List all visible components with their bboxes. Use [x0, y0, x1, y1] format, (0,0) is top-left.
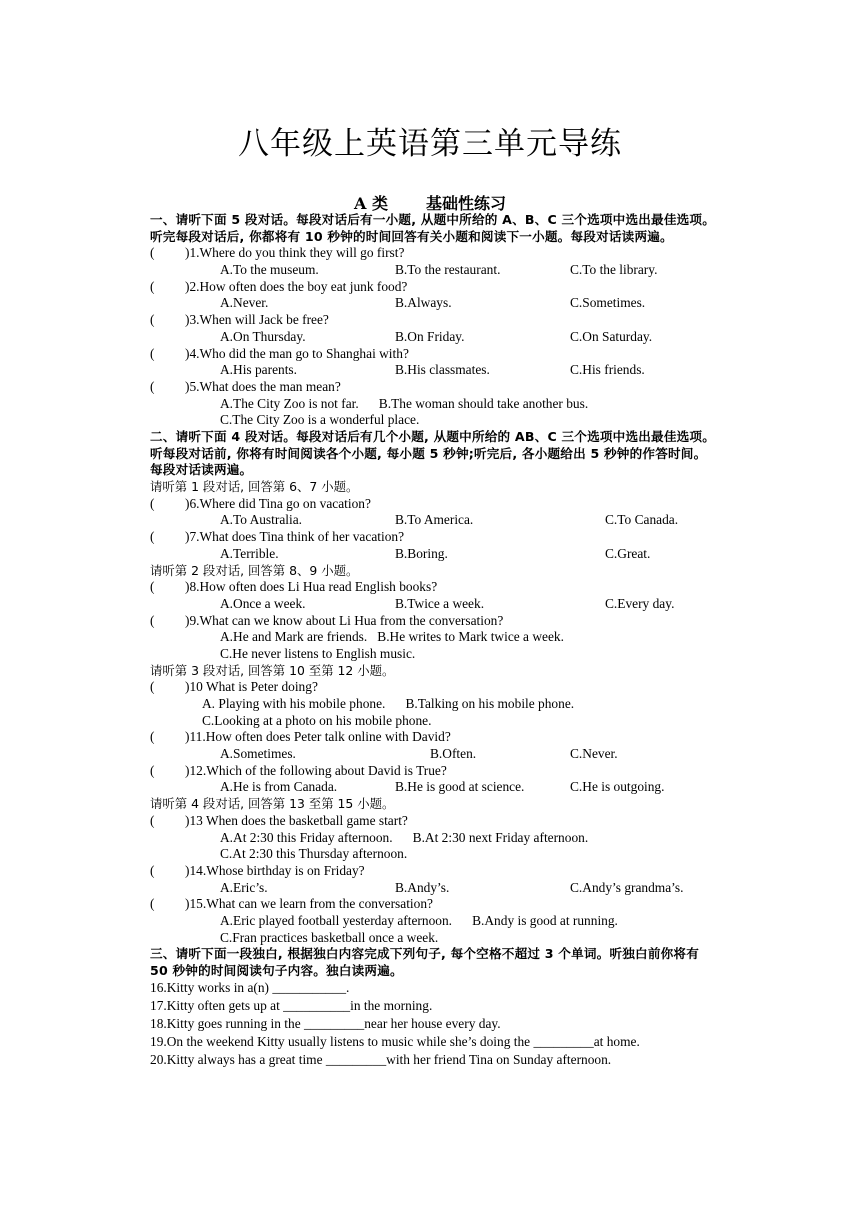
options-9-c — [150, 646, 715, 663]
dialogue-1-heading: 请听第 1 段对话, 回答第 6、7 小题。 — [150, 479, 359, 495]
question-14: ( )14.Whose birthday is on Friday? — [150, 862, 365, 878]
option-ab: A.Eric played football yesterday afternoon. B.Andy is good at running. — [220, 912, 618, 928]
dialogue-3-heading: 请听第 3 段对话, 回答第 10 至第 12 小题。 — [150, 662, 395, 678]
page-title: 八年级上英语第三单元导练 — [238, 126, 622, 162]
option-a: A.Eric’s. — [220, 879, 268, 895]
fill-item-18: 18.Kitty goes running in the _________near her house every day. — [150, 1016, 501, 1032]
option-a: A.His parents. — [220, 362, 297, 378]
question-12: ( )12.Which of the following about David is True? — [150, 762, 447, 778]
option-c: C.He never listens to English music. — [220, 645, 416, 661]
option-c: C.Sometimes. — [570, 295, 646, 311]
options-8 — [150, 596, 715, 613]
dialogue-4-heading: 请听第 4 段对话, 回答第 13 至第 15 小题。 — [150, 796, 395, 812]
options-13 — [150, 830, 715, 847]
fill-item-16: 16.Kitty works in a(n) ___________. — [150, 979, 350, 995]
option-a: A.To the museum. — [220, 262, 319, 278]
options-15-c — [150, 930, 715, 947]
option-c: C.Fran practices basketball once a week. — [220, 929, 439, 945]
option-b: B.Always. — [395, 295, 452, 311]
options-4 — [150, 362, 715, 379]
option-a: A.Never. — [220, 295, 269, 311]
question-1: ( )1.Where do you think they will go first? — [150, 245, 405, 261]
options-7 — [150, 546, 715, 563]
option-c: C.His friends. — [570, 362, 645, 378]
option-a: A.On Thursday. — [220, 328, 306, 344]
question-3: ( )3.When will Jack be free? — [150, 312, 329, 328]
section-label: A 类 — [353, 194, 388, 213]
option-c: C.Looking at a photo on his mobile phone. — [202, 712, 432, 728]
dialogue-2-heading: 请听第 2 段对话, 回答第 8、9 小题。 — [150, 562, 359, 578]
fill-item-19: 19.On the weekend Kitty usually listens to music while she’s doing the _________at home. — [150, 1034, 640, 1050]
option-b: B.To America. — [395, 512, 474, 528]
option-c: C.At 2:30 this Thursday afternoon. — [220, 846, 408, 862]
option-b: B.His classmates. — [395, 362, 490, 378]
option-a: A.Once a week. — [220, 595, 306, 611]
question-13: ( )13 When does the basketball game start? — [150, 812, 408, 828]
options-2 — [150, 295, 715, 312]
option-b: B.He is good at science. — [395, 779, 525, 795]
option-b: B.On Friday. — [395, 328, 465, 344]
part2-instruction: 二、请听下面 4 段对话。每段对话后有几个小题, 从题中所给的 AB、C 三个选项中选出最佳选项。听每段对话前, 你将有时间阅读各个小题, 每小题 5 秒钟;听完后, 各小题给出 5 秒钟的作答时间。每段对话读两遍。 — [150, 428, 716, 478]
section-name: 基础性练习 — [425, 194, 506, 213]
question-2: ( )2.How often does the boy eat junk food? — [150, 278, 408, 294]
question-8: ( )8.How often does Li Hua read English books? — [150, 579, 438, 595]
option-ab: A. Playing with his mobile phone. B.Talking on his mobile phone. — [202, 696, 575, 712]
option-a: A.Sometimes. — [220, 746, 296, 762]
options-5-c — [150, 412, 715, 429]
section-heading — [0, 191, 860, 214]
option-c: C.On Saturday. — [570, 328, 653, 344]
fill-item-17: 17.Kitty often gets up at __________in the morning. — [150, 997, 433, 1013]
part1-instruction: 一、请听下面 5 段对话。每段对话后有一小题, 从题中所给的 A、B、C 三个选项中选出最佳选项。听完每段对话后, 你都将有 10 秒钟的时间回答有关小题和阅读下一小题。每段对话读两遍。 — [150, 212, 716, 244]
fill-item-20: 20.Kitty always has a great time _________with her friend Tina on Sunday afternoon. — [150, 1052, 612, 1068]
options-10 — [150, 696, 715, 713]
option-b: B.Often. — [430, 746, 477, 762]
option-c: C.To Canada. — [605, 512, 679, 528]
option-b: B.Andy’s. — [395, 879, 450, 895]
options-3 — [150, 329, 715, 346]
options-15 — [150, 913, 715, 930]
worksheet-content — [150, 212, 715, 1071]
option-b: B.Twice a week. — [395, 595, 485, 611]
option-ab: A.At 2:30 this Friday afternoon. B.At 2:30 next Friday afternoon. — [220, 829, 589, 845]
option-c: C.To the library. — [570, 262, 658, 278]
option-c: C.Great. — [605, 545, 651, 561]
question-6: ( )6.Where did Tina go on vacation? — [150, 495, 371, 511]
question-15: ( )15.What can we learn from the conversation? — [150, 896, 433, 912]
options-10-c — [150, 713, 715, 730]
options-1 — [150, 262, 715, 279]
options-11 — [150, 746, 715, 763]
option-ab: A.He and Mark are friends. B.He writes to Mark twice a week. — [220, 629, 564, 645]
option-c: C.Andy’s grandma’s. — [570, 879, 684, 895]
part3-instruction: 三、请听下面一段独白, 根据独白内容完成下列句子, 每个空格不超过 3 个单词。听独白前你将有 50 秒钟的时间阅读句子内容。独白读两遍。 — [150, 946, 700, 979]
option-a: A.To Australia. — [220, 512, 302, 528]
option-c: C.The City Zoo is a wonderful place. — [220, 412, 420, 428]
option-c: C.He is outgoing. — [570, 779, 665, 795]
option-c: C.Every day. — [605, 595, 675, 611]
question-5: ( )5.What does the man mean? — [150, 378, 341, 394]
options-13-c — [150, 846, 715, 863]
option-a: A.He is from Canada. — [220, 779, 338, 795]
question-10: ( )10 What is Peter doing? — [150, 679, 318, 695]
options-12 — [150, 779, 715, 796]
option-a: A.Terrible. — [220, 545, 279, 561]
answer-paren: ( — [150, 245, 155, 261]
options-6 — [150, 512, 715, 529]
option-c: C.Never. — [570, 746, 618, 762]
option-ab: A.The City Zoo is not far. B.The woman should take another bus. — [220, 395, 589, 411]
options-5 — [150, 396, 715, 413]
question-9: ( )9.What can we know about Li Hua from the conversation? — [150, 612, 504, 628]
question-11: ( )11.How often does Peter talk online with David? — [150, 729, 451, 745]
options-9 — [150, 629, 715, 646]
options-14 — [150, 880, 715, 897]
question-4: ( )4.Who did the man go to Shanghai with? — [150, 345, 409, 361]
option-b: B.To the restaurant. — [395, 262, 501, 278]
option-b: B.Boring. — [395, 545, 448, 561]
question-7: ( )7.What does Tina think of her vacation? — [150, 529, 405, 545]
